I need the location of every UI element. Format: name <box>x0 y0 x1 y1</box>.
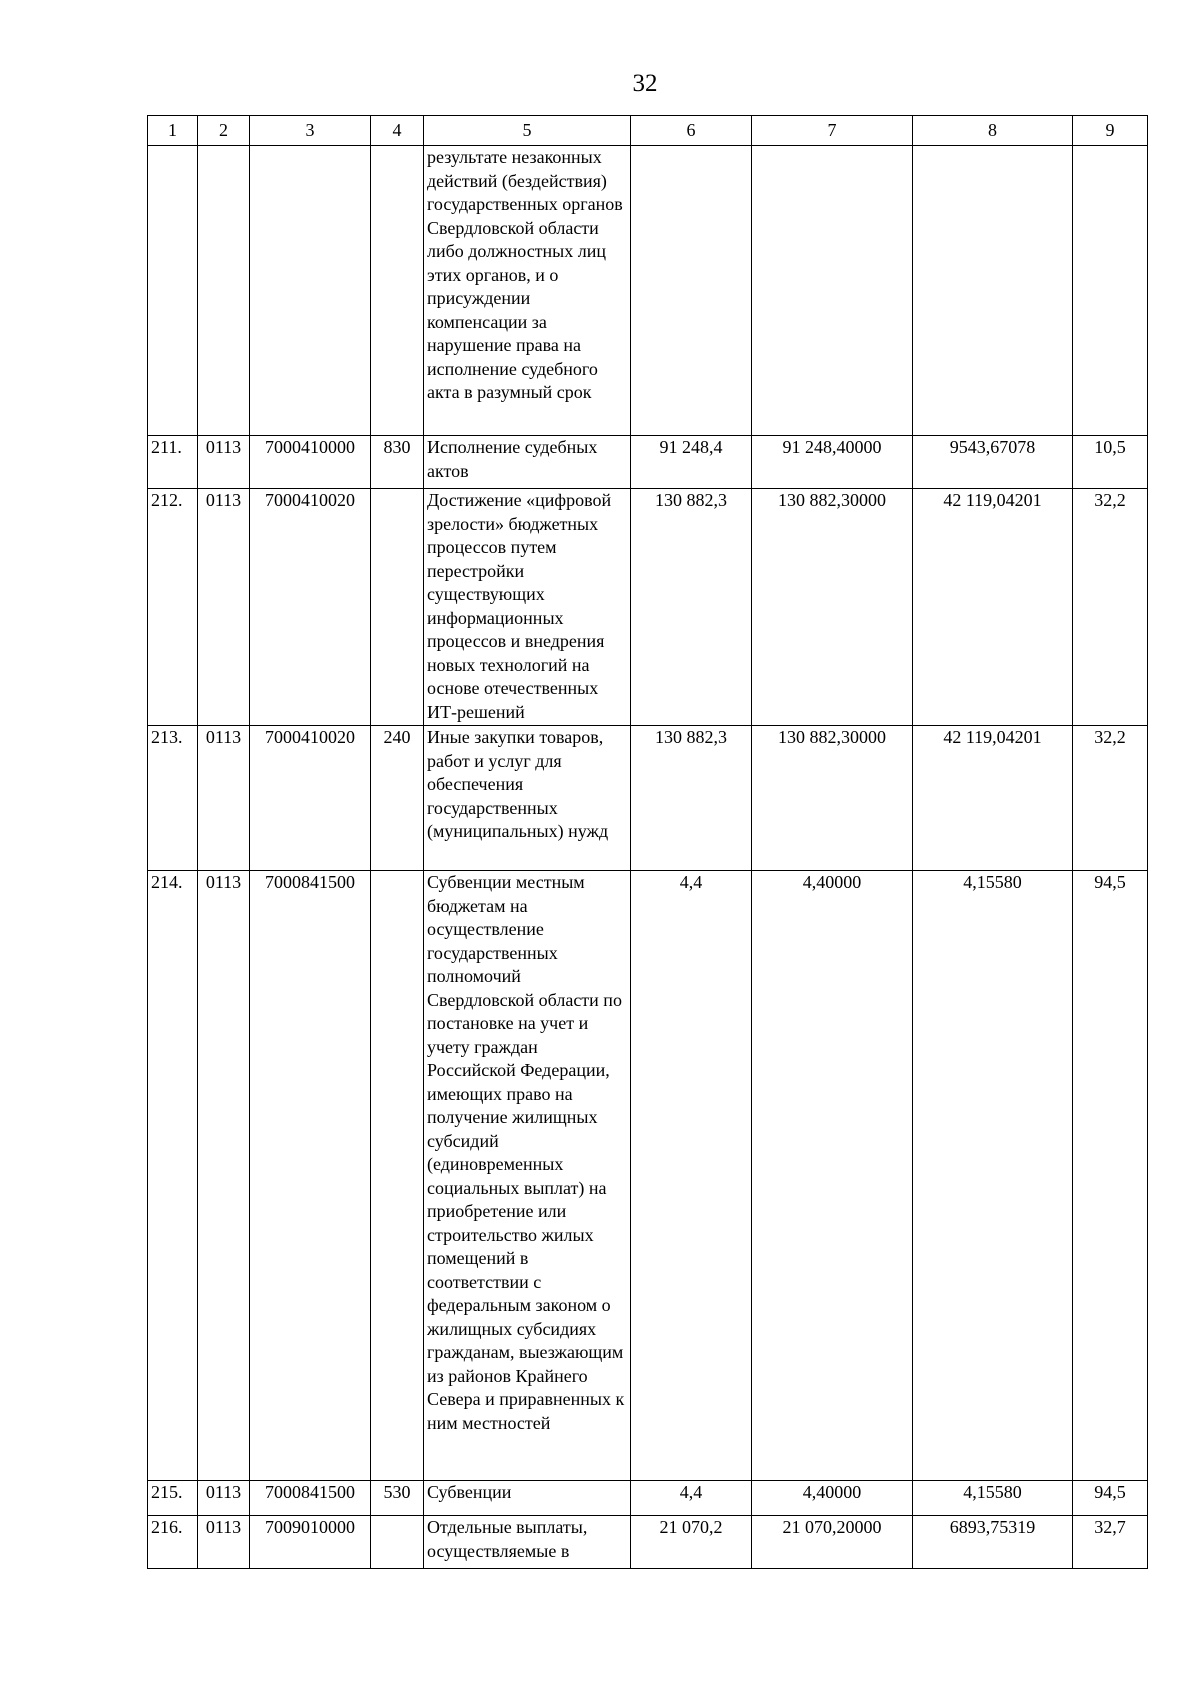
value-col9 <box>1073 146 1148 436</box>
value-col7: 4,40000 <box>752 871 913 1481</box>
header-cell: 1 <box>148 116 198 146</box>
section-code: 0113 <box>198 489 250 726</box>
header-cell: 5 <box>424 116 631 146</box>
row-number: 216. <box>148 1516 198 1569</box>
section-code: 0113 <box>198 436 250 489</box>
row-number: 214. <box>148 871 198 1481</box>
row-description: Отдельные выплаты, осуществляемые в <box>424 1516 631 1569</box>
table-row <box>148 1481 1148 1516</box>
row-description: Иные закупки товаров, работ и услуг для обеспечения государственных (муниципальных) нужд <box>424 726 631 871</box>
target-code: 7000841500 <box>250 871 371 1481</box>
row-number: 212. <box>148 489 198 726</box>
header-cell: 2 <box>198 116 250 146</box>
value-col8: 6893,75319 <box>913 1516 1073 1569</box>
value-col6: 21 070,2 <box>631 1516 752 1569</box>
row-description: Субвенции местным бюджетам на осуществление государственных полномочий Свердловской области по постановке на учет и учету граждан Российской Федерации, имеющих право на получение жилищных субсидий (единовременных социальных выплат) на приобретение или строительство жилых помещений в соответствии с федеральным законом о жилищных субсидиях гражданам, выезжающим из районов Крайнего Севера и приравненных к ним местностей <box>424 871 631 1481</box>
section-code: 0113 <box>198 1481 250 1516</box>
value-col7: 91 248,40000 <box>752 436 913 489</box>
value-col8: 4,15580 <box>913 1481 1073 1516</box>
target-code: 7000410020 <box>250 489 371 726</box>
header-cell: 7 <box>752 116 913 146</box>
header-cell: 9 <box>1073 116 1148 146</box>
value-col7: 4,40000 <box>752 1481 913 1516</box>
value-col9: 32,2 <box>1073 726 1148 871</box>
header-cell: 6 <box>631 116 752 146</box>
table-row <box>148 489 1148 726</box>
value-col9: 94,5 <box>1073 871 1148 1481</box>
header-cell: 8 <box>913 116 1073 146</box>
row-description: Достижение «цифровой зрелости» бюджетных процессов путем перестройки существующих информационных процессов и внедрения новых технологий на основе отечественных ИТ-решений <box>424 489 631 726</box>
value-col9: 32,7 <box>1073 1516 1148 1569</box>
table-row <box>148 436 1148 489</box>
value-col9: 94,5 <box>1073 1481 1148 1516</box>
expense-type-code <box>371 489 424 726</box>
value-col9: 32,2 <box>1073 489 1148 726</box>
value-col7: 130 882,30000 <box>752 726 913 871</box>
page-number: 32 <box>632 70 658 97</box>
expense-type-code <box>371 146 424 436</box>
value-col7: 130 882,30000 <box>752 489 913 726</box>
target-code: 7009010000 <box>250 1516 371 1569</box>
value-col9: 10,5 <box>1073 436 1148 489</box>
value-col7 <box>752 146 913 436</box>
value-col8: 4,15580 <box>913 871 1073 1481</box>
row-description: Субвенции <box>424 1481 631 1516</box>
table-row <box>148 146 1148 436</box>
row-number: 211. <box>148 436 198 489</box>
section-code: 0113 <box>198 871 250 1481</box>
value-col6: 130 882,3 <box>631 726 752 871</box>
target-code: 7000410000 <box>250 436 371 489</box>
row-description: Исполнение судебных актов <box>424 436 631 489</box>
row-number: 215. <box>148 1481 198 1516</box>
header-cell: 3 <box>250 116 371 146</box>
value-col6: 4,4 <box>631 1481 752 1516</box>
expense-type-code: 530 <box>371 1481 424 1516</box>
value-col6: 130 882,3 <box>631 489 752 726</box>
target-code <box>250 146 371 436</box>
value-col8 <box>913 146 1073 436</box>
section-code: 0113 <box>198 726 250 871</box>
row-description: результате незаконных действий (бездействия) государственных органов Свердловской области либо должностных лиц этих органов, и о присуждении компенсации за нарушение права на исполнение судебного акта в разумный срок <box>424 146 631 436</box>
target-code: 7000410020 <box>250 726 371 871</box>
value-col6 <box>631 146 752 436</box>
value-col8: 42 119,04201 <box>913 489 1073 726</box>
header-cell: 4 <box>371 116 424 146</box>
table-row <box>148 1516 1148 1569</box>
expense-type-code <box>371 871 424 1481</box>
value-col6: 91 248,4 <box>631 436 752 489</box>
expense-type-code: 240 <box>371 726 424 871</box>
table-row <box>148 871 1148 1481</box>
target-code: 7000841500 <box>250 1481 371 1516</box>
table-row <box>148 726 1148 871</box>
row-number: 213. <box>148 726 198 871</box>
expense-type-code <box>371 1516 424 1569</box>
header-row <box>148 116 1148 146</box>
section-code: 0113 <box>198 1516 250 1569</box>
expense-type-code: 830 <box>371 436 424 489</box>
value-col8: 42 119,04201 <box>913 726 1073 871</box>
row-number <box>148 146 198 436</box>
value-col7: 21 070,20000 <box>752 1516 913 1569</box>
value-col6: 4,4 <box>631 871 752 1481</box>
section-code <box>198 146 250 436</box>
budget-table <box>147 115 1148 1569</box>
value-col8: 9543,67078 <box>913 436 1073 489</box>
